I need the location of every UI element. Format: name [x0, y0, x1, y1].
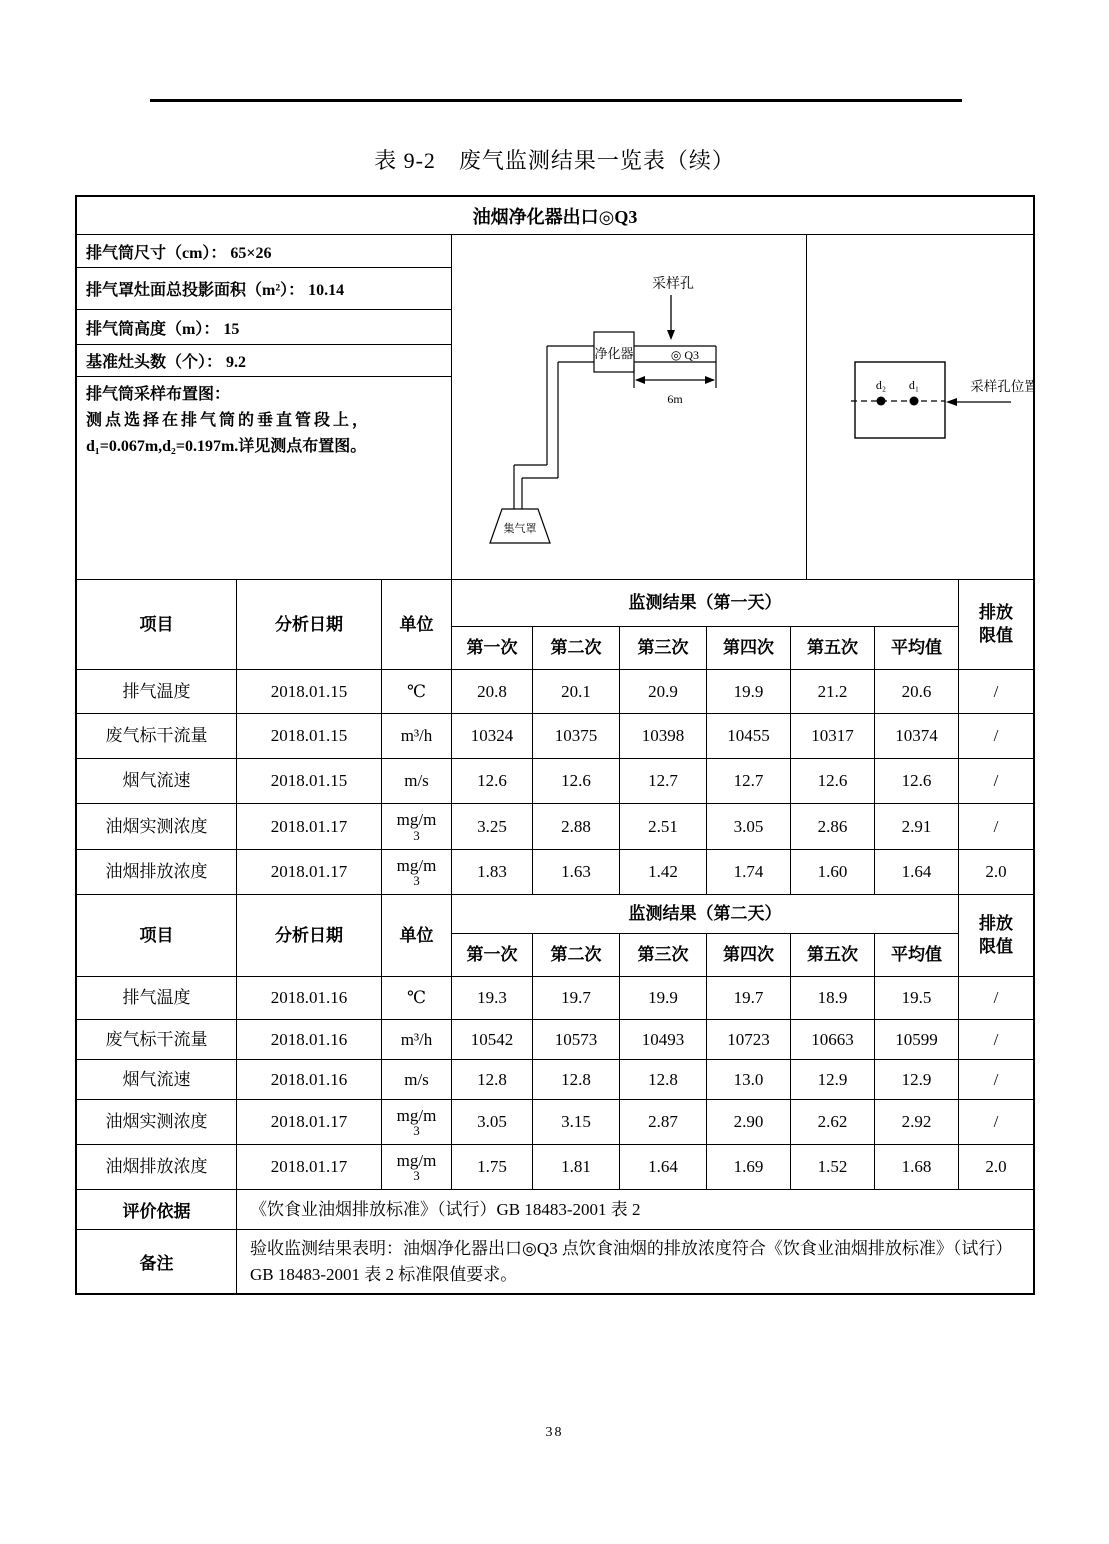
- row-unit: [382, 714, 452, 759]
- limit-cell: /: [959, 759, 1033, 804]
- limit-cell: /: [959, 1060, 1033, 1100]
- value-cell: 3.05: [707, 804, 791, 850]
- unit-text: m/s: [404, 771, 429, 791]
- limit-cell: 2.0: [959, 1145, 1033, 1190]
- col-header-limit-text: 排放限值: [979, 913, 1013, 956]
- table-title-row: 油烟净化器出口◎Q3: [77, 197, 1033, 235]
- results-group-header: 监测结果（第二天）: [452, 895, 959, 934]
- value-cell: 2.86: [791, 804, 875, 850]
- value-cell: 10573: [533, 1020, 620, 1060]
- purifier-label: 净化器: [594, 346, 634, 361]
- sampling-position-svg: [807, 235, 1033, 578]
- value-cell: 10375: [533, 714, 620, 759]
- value-cell: 10723: [707, 1020, 791, 1060]
- value-cell: 12.9: [791, 1060, 875, 1100]
- row-unit: [382, 1100, 452, 1145]
- value-cell: 20.6: [875, 670, 959, 714]
- main-table: [75, 195, 1035, 1295]
- remark-label: 备注: [77, 1230, 237, 1293]
- row-analysis-date: 2018.01.17: [237, 804, 382, 850]
- point-d2-label: d₂: [875, 378, 887, 392]
- info-stack-size: 排气筒尺寸（cm）： 65×26: [77, 235, 451, 268]
- col-header-run-2: 第二次: [533, 627, 620, 670]
- position-arrowhead: [946, 398, 957, 406]
- value-cell: 19.7: [707, 977, 791, 1020]
- value-cell: 12.9: [875, 1060, 959, 1100]
- row-analysis-date: 2018.01.16: [237, 1020, 382, 1060]
- col-header-run-1: 第一次: [452, 627, 533, 670]
- col-header-run-3: 第三次: [620, 627, 707, 670]
- value-cell: 1.75: [452, 1145, 533, 1190]
- col-header-limit-text: 排放限值: [979, 602, 1013, 645]
- value-cell: 10398: [620, 714, 707, 759]
- remark-row: [77, 1230, 1033, 1293]
- sampling-position-label: 采样孔位置: [970, 379, 1033, 394]
- limit-cell: /: [959, 977, 1033, 1020]
- sampling-position-diagram: [807, 235, 1033, 580]
- row-item-label: 油烟排放浓度: [77, 850, 237, 895]
- value-cell: 20.1: [533, 670, 620, 714]
- col-header-limit: [959, 580, 1033, 670]
- value-cell: 1.83: [452, 850, 533, 895]
- limit-cell: 2.0: [959, 850, 1033, 895]
- value-cell: 20.9: [620, 670, 707, 714]
- row-analysis-date: 2018.01.17: [237, 850, 382, 895]
- row-unit: [382, 1060, 452, 1100]
- value-cell: 12.7: [620, 759, 707, 804]
- col-header-date: 分析日期: [237, 580, 382, 670]
- dimension-arrow-left: [635, 376, 645, 384]
- value-cell: 20.8: [452, 670, 533, 714]
- col-header-run-5: 第五次: [791, 934, 875, 977]
- stack-info-column: [77, 235, 452, 580]
- unit-text: mg/m: [396, 1105, 437, 1125]
- col-header-run-4: 第四次: [707, 627, 791, 670]
- unit-text: m³/h: [400, 726, 433, 746]
- value-cell: 1.60: [791, 850, 875, 895]
- unit-exponent: 3: [413, 827, 420, 843]
- col-header-item: 项目: [77, 895, 237, 977]
- info-stove-count: 基准灶头数（个）： 9.2: [77, 345, 451, 377]
- outlet-q3-label: ◎ Q3: [670, 348, 700, 362]
- value-cell: 19.9: [707, 670, 791, 714]
- row-item-label: 油烟实测浓度: [77, 1100, 237, 1145]
- evaluation-basis-text: 《饮食业油烟排放标准》（试行）GB 18483-2001 表 2: [250, 1199, 641, 1219]
- value-cell: 10374: [875, 714, 959, 759]
- row-unit: [382, 977, 452, 1020]
- value-cell: 19.5: [875, 977, 959, 1020]
- value-cell: 1.42: [620, 850, 707, 895]
- collection-hood-label: 集气罩: [503, 523, 537, 535]
- results-group-header: 监测结果（第一天）: [452, 580, 959, 627]
- row-analysis-date: 2018.01.15: [237, 759, 382, 804]
- col-header-run-3: 第三次: [620, 934, 707, 977]
- note-line-2: 测点选择在排气筒的垂直管段上，: [86, 412, 372, 429]
- col-header-unit: 单位: [382, 580, 452, 670]
- value-cell: 1.81: [533, 1145, 620, 1190]
- value-cell: 12.6: [791, 759, 875, 804]
- col-header-run-6: 平均值: [875, 934, 959, 977]
- row-item-label: 排气温度: [77, 977, 237, 1020]
- col-header-run-1: 第一次: [452, 934, 533, 977]
- value-cell: 2.62: [791, 1100, 875, 1145]
- value-cell: 1.68: [875, 1145, 959, 1190]
- col-header-run-5: 第五次: [791, 627, 875, 670]
- dimension-arrow-right: [705, 376, 715, 384]
- value-cell: 18.9: [791, 977, 875, 1020]
- unit-exponent: 3: [413, 873, 420, 889]
- row-analysis-date: 2018.01.15: [237, 670, 382, 714]
- row-unit: [382, 1145, 452, 1190]
- value-cell: 2.92: [875, 1100, 959, 1145]
- value-cell: 12.8: [620, 1060, 707, 1100]
- value-cell: 3.25: [452, 804, 533, 850]
- monitoring-table-day2: [77, 895, 1033, 1190]
- unit-text: mg/m: [396, 1150, 437, 1170]
- duct-cross-section: [855, 362, 945, 438]
- unit-exponent: 3: [413, 1168, 420, 1184]
- unit-text: ℃: [406, 988, 427, 1008]
- value-cell: 2.87: [620, 1100, 707, 1145]
- value-cell: 1.64: [875, 850, 959, 895]
- unit-text: mg/m: [396, 855, 437, 875]
- duct-diagram-svg: [452, 235, 806, 578]
- evaluation-basis-row: [77, 1190, 1033, 1230]
- value-cell: 10324: [452, 714, 533, 759]
- info-hood-area: 排气罩灶面总投影面积（m²）： 10.14: [77, 268, 451, 310]
- row-item-label: 排气温度: [77, 670, 237, 714]
- limit-cell: /: [959, 1020, 1033, 1060]
- value-cell: 21.2: [791, 670, 875, 714]
- row-item-label: 烟气流速: [77, 759, 237, 804]
- value-cell: 10493: [620, 1020, 707, 1060]
- page-number: 38: [545, 1425, 564, 1440]
- row-analysis-date: 2018.01.15: [237, 714, 382, 759]
- row-analysis-date: 2018.01.16: [237, 977, 382, 1020]
- value-cell: 1.52: [791, 1145, 875, 1190]
- unit-text: ℃: [406, 681, 427, 701]
- value-cell: 19.3: [452, 977, 533, 1020]
- evaluation-basis-label: 评价依据: [77, 1190, 237, 1229]
- note-line-3: d₁=0.067m,d₂=0.197m.详见测点布置图。: [86, 438, 367, 455]
- limit-cell: /: [959, 1100, 1033, 1145]
- row-item-label: 油烟实测浓度: [77, 804, 237, 850]
- col-header-run-2: 第二次: [533, 934, 620, 977]
- col-header-run-4: 第四次: [707, 934, 791, 977]
- row-unit: [382, 850, 452, 895]
- col-header-date: 分析日期: [237, 895, 382, 977]
- value-cell: 10599: [875, 1020, 959, 1060]
- col-header-limit: [959, 895, 1033, 977]
- point-d1-dot: [910, 397, 919, 406]
- row-unit: [382, 804, 452, 850]
- value-cell: 12.8: [533, 1060, 620, 1100]
- value-cell: 10317: [791, 714, 875, 759]
- limit-cell: /: [959, 714, 1033, 759]
- page-title: 表 9-2 废气监测结果一览表（续）: [374, 148, 735, 173]
- value-cell: 3.05: [452, 1100, 533, 1145]
- value-cell: 2.90: [707, 1100, 791, 1145]
- row-analysis-date: 2018.01.16: [237, 1060, 382, 1100]
- row-analysis-date: 2018.01.17: [237, 1145, 382, 1190]
- point-d1-label: d₁: [908, 378, 920, 392]
- row-item-label: 废气标干流量: [77, 1020, 237, 1060]
- value-cell: 19.7: [533, 977, 620, 1020]
- unit-text: m/s: [404, 1069, 429, 1089]
- value-cell: 2.91: [875, 804, 959, 850]
- col-header-item: 项目: [77, 580, 237, 670]
- unit-text: m³/h: [400, 1029, 433, 1049]
- limit-cell: /: [959, 804, 1033, 850]
- row-item-label: 油烟排放浓度: [77, 1145, 237, 1190]
- row-item-label: 烟气流速: [77, 1060, 237, 1100]
- sampling-diagram: [452, 235, 807, 580]
- distance-label: 6m: [667, 392, 683, 406]
- row-analysis-date: 2018.01.17: [237, 1100, 382, 1145]
- value-cell: 10542: [452, 1020, 533, 1060]
- value-cell: 12.6: [875, 759, 959, 804]
- info-sampling-layout-note: [77, 377, 451, 580]
- col-header-run-6: 平均值: [875, 627, 959, 670]
- value-cell: 12.7: [707, 759, 791, 804]
- remark-text: 验收监测结果表明：油烟净化器出口◎Q3 点饮食油烟的排放浓度符合《饮食业油烟排放标准》（试行）GB 18483-2001 表 2 标准限值要求。: [250, 1238, 1013, 1284]
- unit-text: mg/m: [396, 810, 437, 830]
- row-unit: [382, 670, 452, 714]
- value-cell: 19.9: [620, 977, 707, 1020]
- value-cell: 12.6: [452, 759, 533, 804]
- info-stack-height: 排气筒高度（m）： 15: [77, 310, 451, 345]
- value-cell: 1.63: [533, 850, 620, 895]
- monitoring-table-day1: [77, 580, 1033, 895]
- sampling-hole-arrowhead: [667, 330, 675, 340]
- page-header-rule: [150, 99, 962, 102]
- note-line-1: 排气筒采样布置图：: [86, 386, 231, 403]
- row-item-label: 废气标干流量: [77, 714, 237, 759]
- row-unit: [382, 1020, 452, 1060]
- limit-cell: /: [959, 670, 1033, 714]
- value-cell: 3.15: [533, 1100, 620, 1145]
- value-cell: 1.74: [707, 850, 791, 895]
- value-cell: 12.6: [533, 759, 620, 804]
- unit-exponent: 3: [413, 1123, 420, 1139]
- row-unit: [382, 759, 452, 804]
- value-cell: 13.0: [707, 1060, 791, 1100]
- value-cell: 1.69: [707, 1145, 791, 1190]
- value-cell: 2.88: [533, 804, 620, 850]
- info-region: [77, 235, 1033, 580]
- value-cell: 10455: [707, 714, 791, 759]
- value-cell: 10663: [791, 1020, 875, 1060]
- col-header-unit: 单位: [382, 895, 452, 977]
- sampling-hole-label: 采样孔: [652, 277, 694, 292]
- point-d2-dot: [877, 397, 886, 406]
- value-cell: 1.64: [620, 1145, 707, 1190]
- value-cell: 2.51: [620, 804, 707, 850]
- value-cell: 12.8: [452, 1060, 533, 1100]
